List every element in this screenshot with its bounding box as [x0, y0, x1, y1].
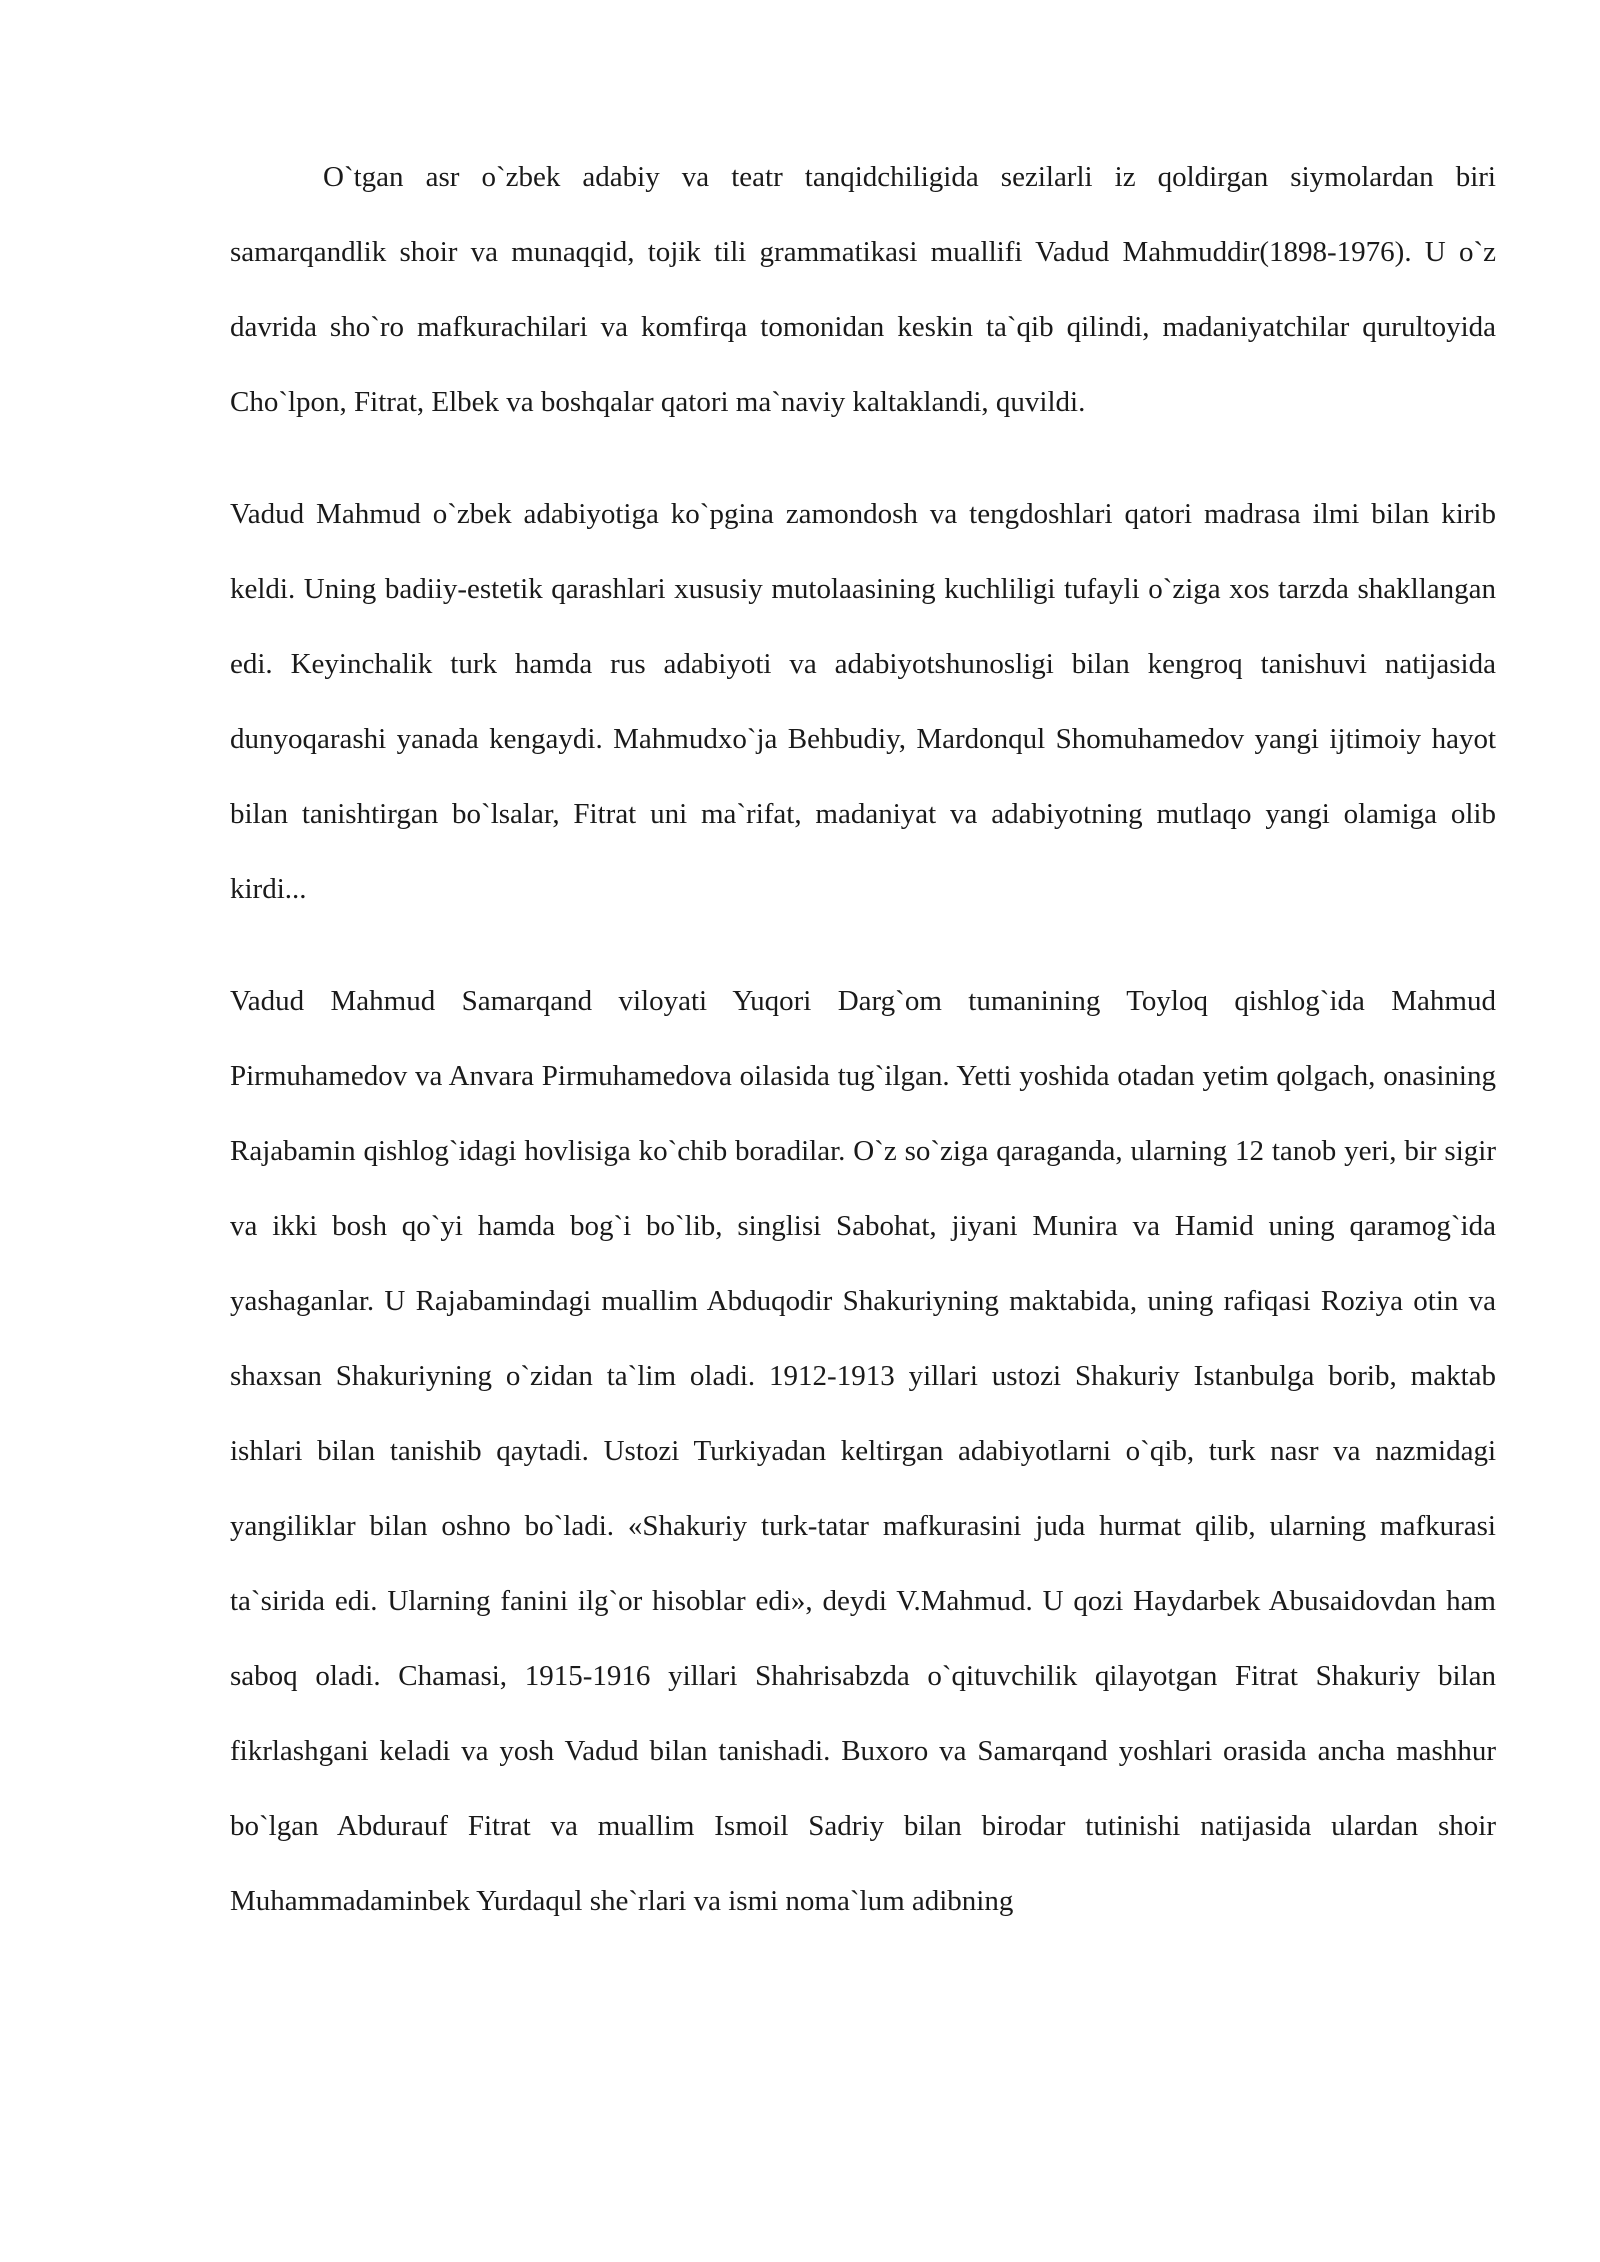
paragraph-1: O`tgan asr o`zbek adabiy va teatr tanqidchiligida sezilarli iz qoldirgan siymolardan biri samarqandlik shoir va munaqqid, tojik tili grammatikasi muallifi Vadud Mahmuddir(1898-1976). U o`z davrida sho`ro mafkurachilari va komfirqa tomonidan keskin ta`qib qilindi, madaniyatchilar qurultoyida Cho`lpon, Fitrat, Elbek va boshqalar qatori ma`naviy kaltaklandi, quvildi. — [230, 161, 1496, 418]
paragraph-3: Vadud Mahmud Samarqand viloyati Yuqori Darg`om tumanining Toyloq qishlog`ida Mahmud Pirmuhamedov va Anvara Pirmuhamedova oilasida tug`ilgan. Yetti yoshida otadan yetim qolgach, onasining Rajabamin qishlog`idagi hovlisiga ko`chib boradilar. O`z so`ziga qaraganda, ularning 12 tanob yeri, bir sigir va ikki bosh qo`yi hamda bog`i bo`lib, singlisi Sabohat, jiyani Munira va Hamid uning qaramog`ida yashaganlar. U Rajabamindagi muallim Abduqodir Shakuriyning maktabida, uning rafiqasi Roziya otin va shaxsan Shakuriyning o`zidan ta`lim oladi. 1912-1913 yillari ustozi Shakuriy Istanbulga borib, maktab ishlari bilan tanishib qaytadi. Ustozi Turkiyadan keltirgan adabiyotlarni o`qib, turk nasr va nazmidagi yangiliklar bilan oshno bo`ladi. «Shakuriy turk-tatar mafkurasini juda hurmat qilib, ularning mafkurasi ta`sirida edi. Ularning fanini ilg`or hisoblar edi», deydi V.Mahmud. U qozi Haydarbek Abusaidovdan ham saboq oladi. Chamasi, 1915-1916 yillari Shahrisabzda o`qituvchilik qilayotgan Fitrat Shakuriy bilan fikrlashgani keladi va yosh Vadud bilan tanishadi. Buxoro va Samarqand yoshlari orasida ancha mashhur bo`lgan Abdurauf Fitrat va muallim Ismoil Sadriy bilan birodar tutinishi natijasida ulardan shoir Muhammadaminbek Yurdaqul she`rlari va ismi noma`lum adibning — [230, 985, 1496, 1917]
document-body — [230, 140, 1496, 1939]
paragraph-2: Vadud Mahmud o`zbek adabiyotiga ko`pgina zamondosh va tengdoshlari qatori madrasa ilmi bilan kirib keldi. Uning badiiy-estetik qarashlari xususiy mutolaasining kuchliligi tufayli o`ziga xos tarzda shakllangan edi. Keyinchalik turk hamda rus adabiyoti va adabiyotshunosligi bilan kengroq tanishuvi natijasida dunyoqarashi yanada kengaydi. Mahmudxo`ja Behbudiy, Mardonqul Shomuhamedov yangi ijtimoiy hayot bilan tanishtirgan bo`lsalar, Fitrat uni ma`rifat, madaniyat va adabiyotning mutlaqo yangi olamiga olib kirdi... — [230, 498, 1496, 905]
